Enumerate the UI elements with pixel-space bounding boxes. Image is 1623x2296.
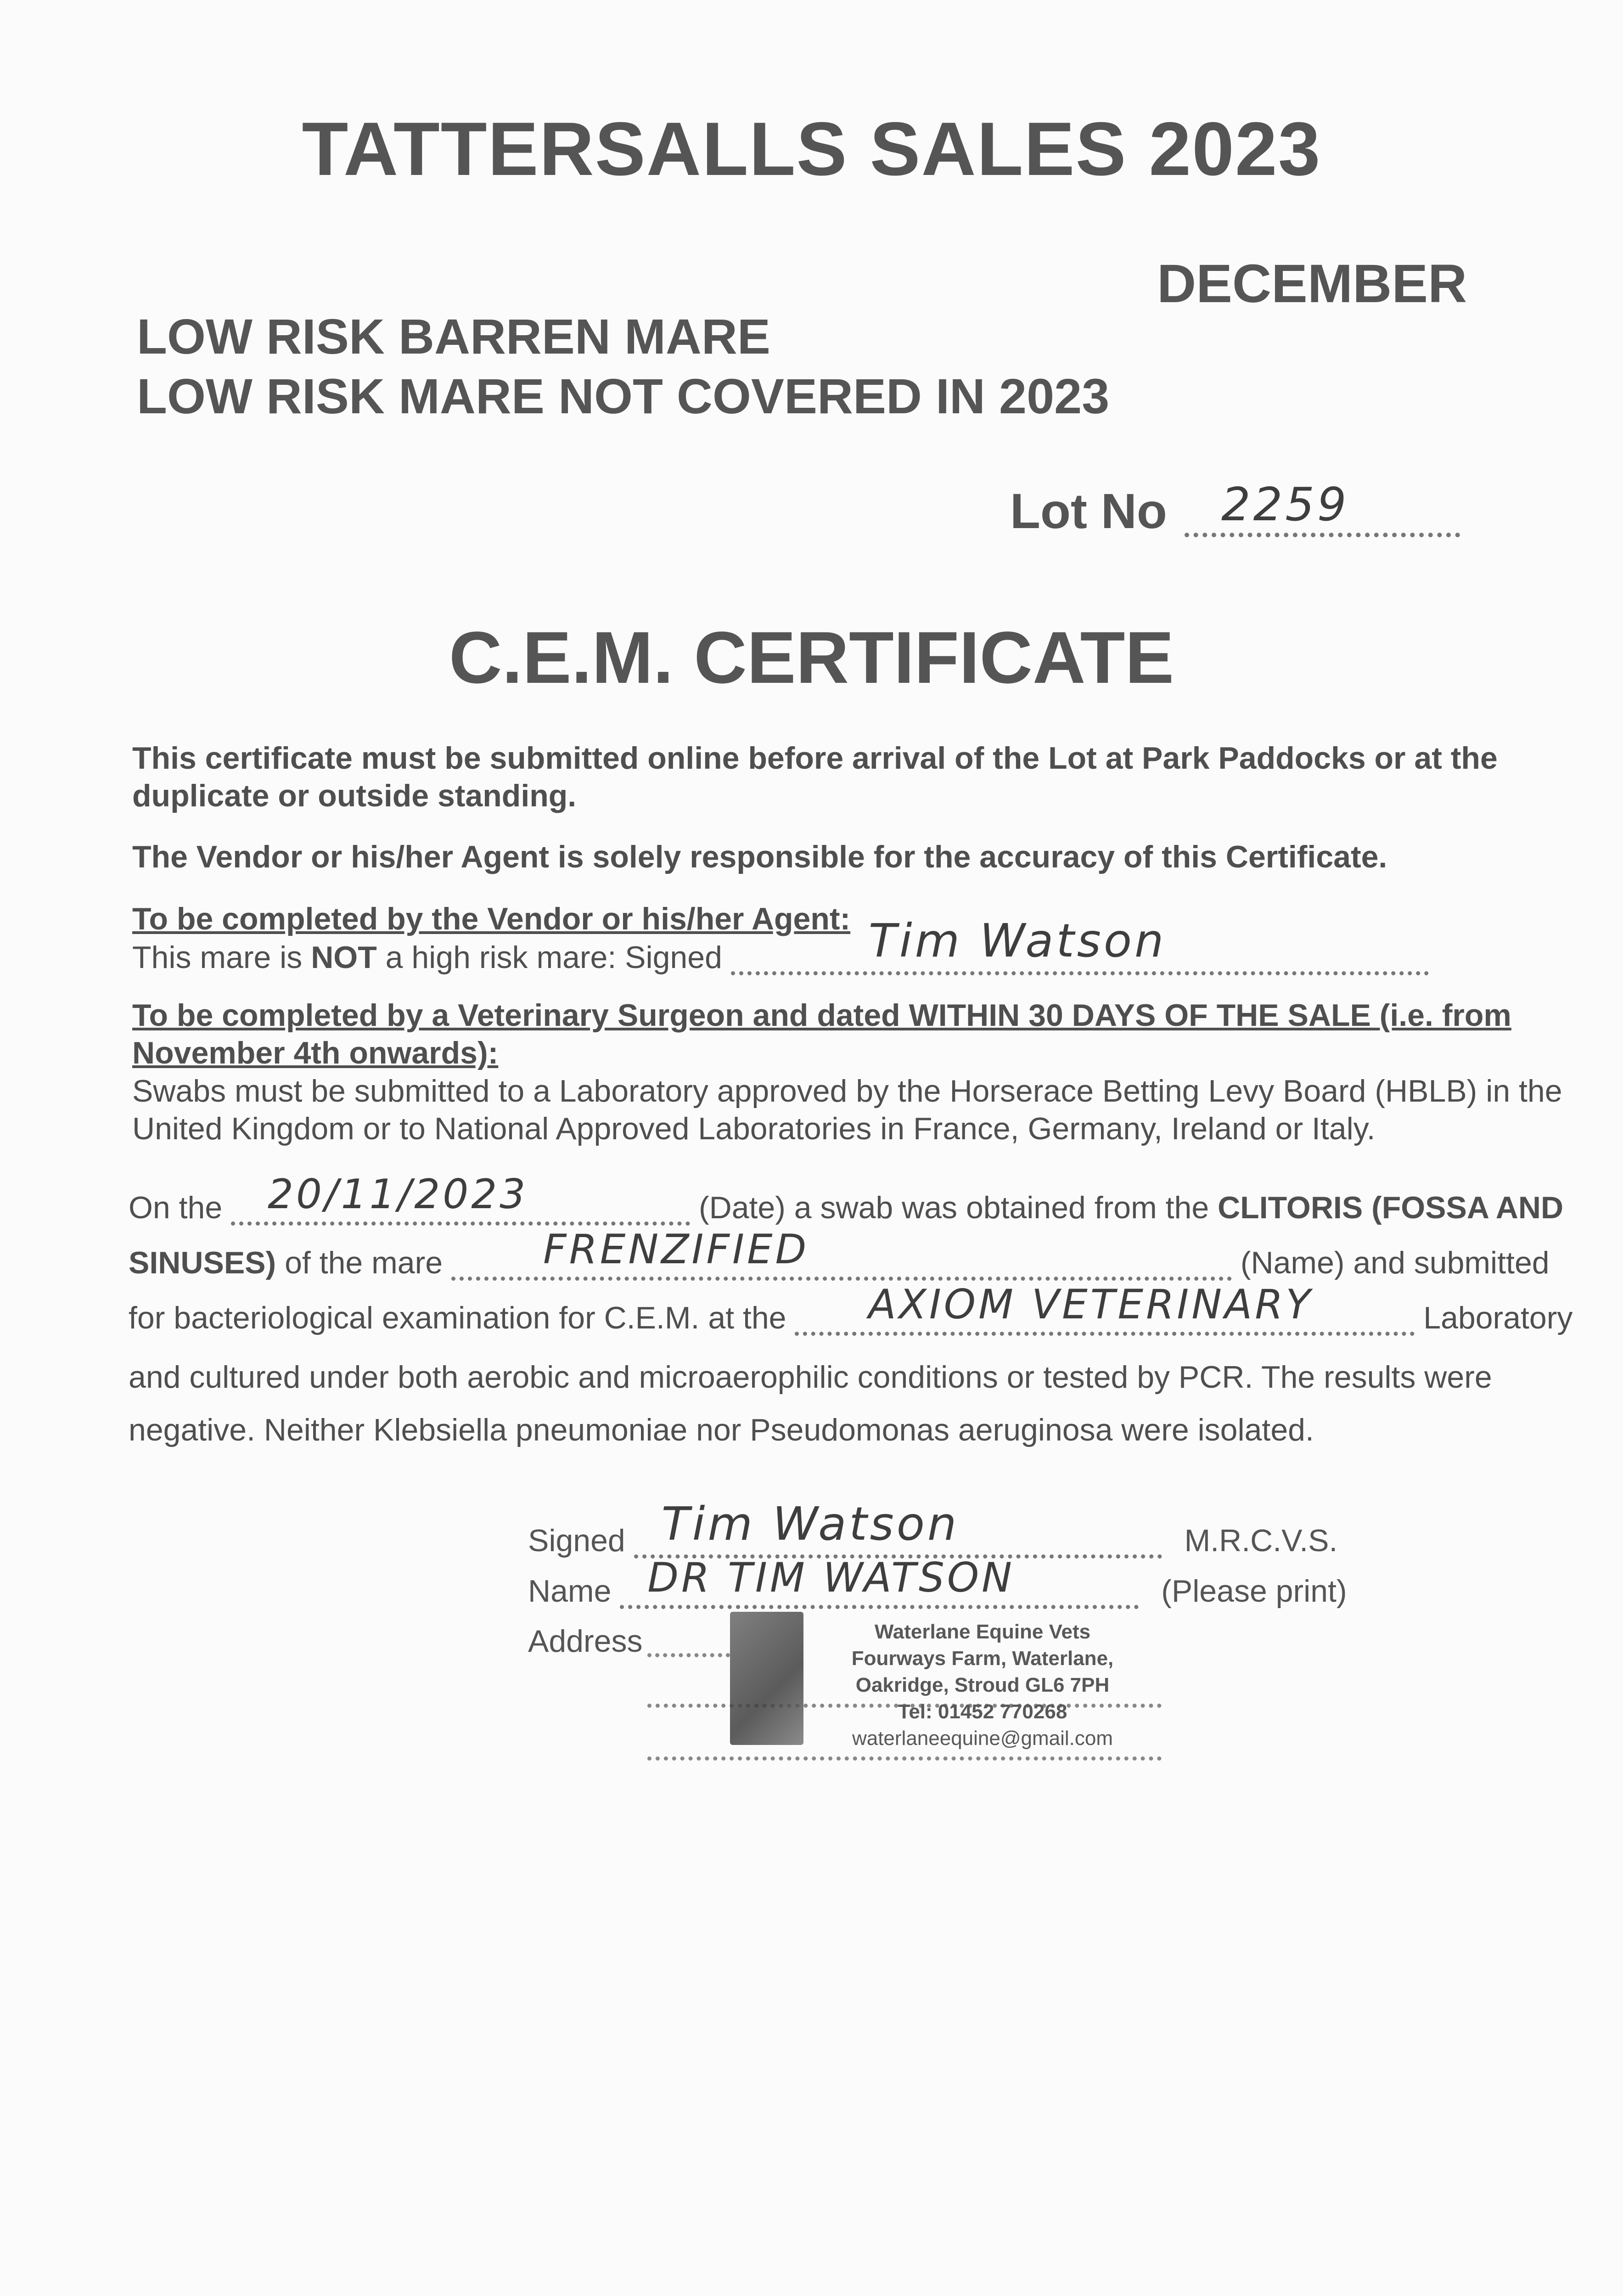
lot-number-field[interactable]	[1185, 478, 1460, 537]
stamp-email: waterlaneequine@gmail.com	[852, 1727, 1113, 1750]
address-line-3[interactable]	[647, 1756, 1162, 1761]
lot-label: Lot No	[1010, 483, 1167, 539]
stamp-line: Fourways Farm, Waterlane,	[851, 1647, 1114, 1670]
signed-row: Signed Tim Watson M.R.C.V.S.	[528, 1497, 1338, 1558]
stamp-line: Oakridge, Stroud GL6 7PH	[855, 1674, 1110, 1696]
stamp-line: Waterlane Equine Vets	[874, 1621, 1091, 1643]
date-field[interactable]	[231, 1171, 690, 1226]
mare-name: FRENZIFIED	[543, 1226, 809, 1273]
category-barren-mare: LOW RISK BARREN MARE	[137, 309, 770, 364]
sale-title: TATTERSALLS SALES 2023	[302, 107, 1321, 191]
practice-stamp	[822, 1619, 1143, 1752]
category-not-covered: LOW RISK MARE NOT COVERED IN 2023	[137, 368, 1110, 424]
mare-name-line: SINUSES) of the mare FRENZIFIED (Name) and submitted	[129, 1226, 1550, 1280]
vendor-signature-field[interactable]	[731, 914, 1429, 975]
vendor-signature: Tim Watson	[868, 914, 1167, 968]
address-line-1[interactable]	[647, 1653, 730, 1657]
laboratory-name: AXIOM VETERINARY	[868, 1281, 1314, 1328]
vet-section-heading: To be completed by a Veterinary Surgeon and dated WITHIN 30 DAYS OF THE SALE (i.e. from November 4th onwards):	[132, 998, 1511, 1070]
vet-name: DR TIM WATSON	[647, 1554, 1015, 1601]
name-row: Name DR TIM WATSON (Please print)	[528, 1554, 1347, 1609]
sale-month: DECEMBER	[1157, 253, 1467, 314]
lab-instructions: Swabs must be submitted to a Laboratory approved by the Horserace Betting Levy Board (HBLB) in the United Kingdom or to National Approved Laboratories in France, Germany, Ireland or Italy.	[132, 1074, 1562, 1146]
date-line: On the 20/11/2023 (Date) a swab was obtained from the CLITORIS (FOSSA AND	[129, 1171, 1564, 1225]
responsibility-notice: The Vendor or his/her Agent is solely responsible for the accuracy of this Certificate.	[132, 839, 1387, 874]
lot-number: 2259	[1221, 478, 1349, 531]
laboratory-line: for bacteriological examination for C.E.M. at the AXIOM VETERINARY Laboratory	[129, 1281, 1573, 1335]
vendor-section-heading: To be completed by the Vendor or his/her Agent:	[132, 901, 851, 936]
stamp-logo	[730, 1612, 803, 1745]
address-label: Address	[528, 1624, 643, 1659]
certificate-title: C.E.M. CERTIFICATE	[449, 616, 1174, 698]
result-line-2: negative. Neither Klebsiella pneumoniae nor Pseudomonas aeruginosa were isolated.	[129, 1412, 1314, 1447]
laboratory-field[interactable]	[795, 1281, 1415, 1336]
vendor-declaration: This mare is NOT a high risk mare: Signed Tim Watson	[132, 934, 1556, 975]
swab-date: 20/11/2023	[268, 1171, 528, 1218]
result-line-1: and cultured under both aerobic and microaerophilic conditions or tested by PCR. The results were	[129, 1360, 1492, 1395]
stamp-line: Tel: 01452 770268	[898, 1700, 1067, 1723]
vet-signature: Tim Watson	[661, 1497, 960, 1551]
submission-notice: This certificate must be submitted online before arrival of the Lot at Park Paddocks or at the duplicate or outside standing.	[132, 741, 1498, 813]
